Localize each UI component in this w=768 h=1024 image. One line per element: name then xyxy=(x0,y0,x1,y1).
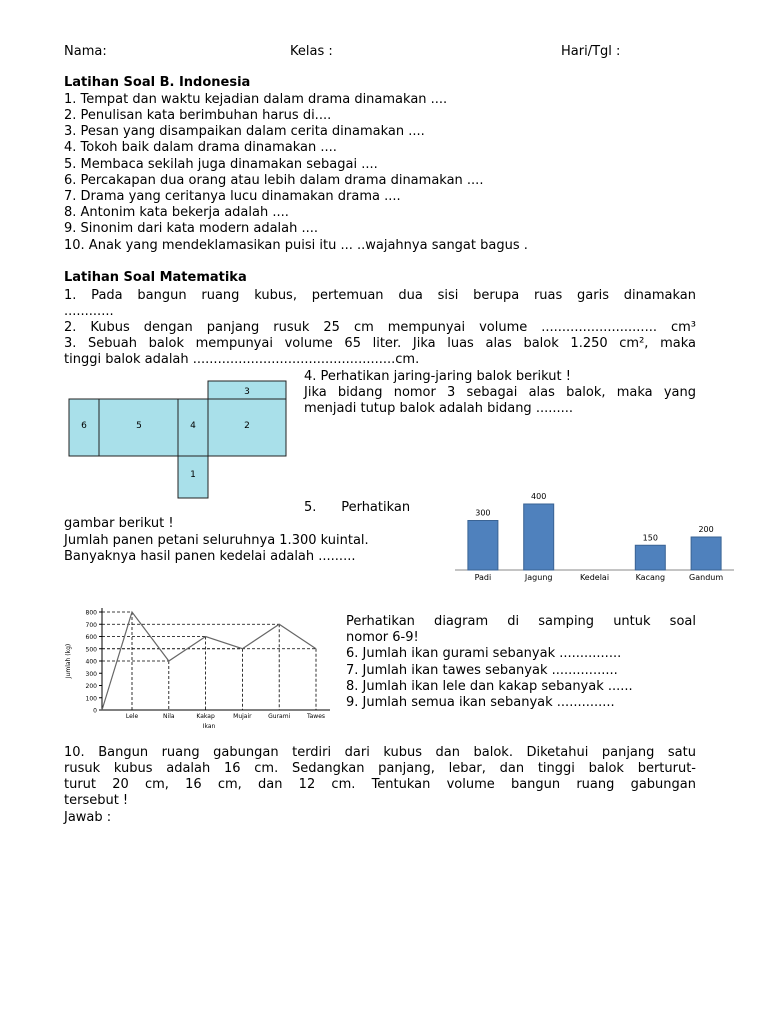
answer-label: Jawab : xyxy=(64,810,112,825)
math-q4-line1: 4. Perhatikan jaring-jaring balok berikut ! xyxy=(304,369,571,384)
net-label-6: 6 xyxy=(81,421,87,431)
bar-value-label: 300 xyxy=(475,508,491,518)
bindo-question: 7. Drama yang ceritanya lucu dinamakan drama .... xyxy=(64,189,401,204)
math-q10-line3: turut 20 cm, 16 cm, dan 12 cm. Tentukan volume bangun ruang gabungan xyxy=(64,777,696,792)
y-tick-label: 0 xyxy=(93,707,97,715)
bindo-question: 4. Tokoh baik dalam drama dinamakan .... xyxy=(64,140,337,155)
bindo-question: 5. Membaca sekilah juga dinamakan sebagai .... xyxy=(64,157,378,172)
math-q8: 8. Jumlah ikan lele dan kakap sebanyak ...... xyxy=(346,679,633,694)
net-label-5: 5 xyxy=(136,421,142,431)
net-label-2: 2 xyxy=(244,421,250,431)
y-tick-label: 300 xyxy=(85,670,97,678)
math-q1-line1: 1. Pada bangun ruang kubus, pertemuan dua sisi berupa ruas garis dinamakan xyxy=(64,288,696,303)
bindo-question: 9. Sinonim dari kata modern adalah .... xyxy=(64,221,319,236)
net-label-3: 3 xyxy=(244,387,250,397)
bar-value-label: 400 xyxy=(531,492,547,501)
y-tick-label: 400 xyxy=(85,658,97,666)
name-label: Nama: xyxy=(64,44,107,59)
bindo-question: 2. Penulisan kata berimbuhan harus di.... xyxy=(64,108,332,123)
x-category-label: Lele xyxy=(125,713,139,720)
math-q5-line4: Banyaknya hasil panen kedelai adalah ......... xyxy=(64,549,356,564)
bindo-question: 1. Tempat dan waktu kejadian dalam drama dinamakan .... xyxy=(64,92,448,107)
math-q3-line1: 3. Sebuah balok mempunyai volume 65 liter. Jika luas alas balok 1.250 cm², maka xyxy=(64,336,696,351)
math-q6-9-intro-line1: Perhatikan diagram di samping untuk soal xyxy=(346,614,696,629)
x-category-label: Gurami xyxy=(268,713,291,720)
bar-category-label: Padi xyxy=(474,573,492,582)
bar-category-label: Gandum xyxy=(689,573,724,582)
math-title: Latihan Soal Matematika xyxy=(64,270,247,285)
x-category-label: Nila xyxy=(163,713,175,720)
bar-category-label: Kacang xyxy=(635,573,666,582)
y-tick-label: 200 xyxy=(85,683,97,690)
math-q6: 6. Jumlah ikan gurami sebanyak ............... xyxy=(346,646,622,661)
bar-category-label: Kedelai xyxy=(579,573,610,582)
net-label-4: 4 xyxy=(190,421,196,431)
y-tick-label: 600 xyxy=(85,634,97,641)
y-axis-title: Jumlah (kg) xyxy=(65,643,72,679)
bindo-question: 8. Antonim kata bekerja adalah .... xyxy=(64,205,289,220)
harvest-bar-chart xyxy=(440,484,736,588)
math-q3-line2: tinggi balok adalah .................................................cm. xyxy=(64,352,420,367)
math-q5-line2: gambar berikut ! xyxy=(64,516,174,531)
bar-jagung xyxy=(524,504,554,570)
math-q10-line2: rusuk kubus adalah 16 cm. Sedangkan panjang, lebar, dan tinggi balok berturut- xyxy=(64,761,696,776)
bar-value-label: 200 xyxy=(698,525,714,534)
math-q7: 7. Jumlah ikan tawes sebanyak ................ xyxy=(346,663,618,678)
cuboid-net-diagram xyxy=(66,378,290,502)
bar-category-label: Jagung xyxy=(524,573,553,582)
net-label-1: 1 xyxy=(190,470,196,480)
math-q1-line2: ............ xyxy=(64,304,114,319)
x-axis-title: Ikan xyxy=(202,723,216,730)
y-tick-label: 500 xyxy=(85,646,97,654)
math-q4-line3: menjadi tutup balok adalah bidang ......... xyxy=(304,401,574,416)
x-category-label: Kakap xyxy=(196,713,215,720)
math-q9: 9. Jumlah semua ikan sebanyak .............. xyxy=(346,695,615,710)
bar-gandum xyxy=(691,537,721,570)
math-q2: 2. Kubus dengan panjang rusuk 25 cm mempunyai volume ............................ cm³ xyxy=(64,320,696,335)
math-q6-9-intro-line2: nomor 6-9! xyxy=(346,630,419,645)
x-category-label: Mujair xyxy=(233,713,252,720)
math-q4-line2: Jika bidang nomor 3 sebagai alas balok, maka yang xyxy=(304,385,696,400)
x-category-label: Tawes xyxy=(306,713,326,720)
bindo-question: 10. Anak yang mendeklamasikan puisi itu ... ..wajahnya sangat bagus . xyxy=(64,238,528,253)
y-tick-label: 800 xyxy=(85,609,97,617)
math-q5-line3: Jumlah panen petani seluruhnya 1.300 kuintal. xyxy=(64,533,369,548)
fish-line-chart xyxy=(60,600,342,736)
bar-kacang xyxy=(635,545,665,570)
date-label: Hari/Tgl : xyxy=(561,44,621,59)
math-q10-line4: tersebut ! xyxy=(64,793,129,808)
bindo-question: 6. Percakapan dua orang atau lebih dalam drama dinamakan .... xyxy=(64,173,484,188)
math-q5-line1: 5. Perhatikan xyxy=(304,500,411,515)
bar-padi xyxy=(468,521,498,571)
math-q10-line1: 10. Bangun ruang gabungan terdiri dari kubus dan balok. Diketahui panjang satu xyxy=(64,745,696,760)
bar-value-label: 150 xyxy=(642,533,658,543)
y-tick-label: 100 xyxy=(85,695,97,703)
y-tick-label: 700 xyxy=(85,621,97,629)
bindo-question: 3. Pesan yang disampaikan dalam cerita dinamakan .... xyxy=(64,124,425,139)
class-label: Kelas : xyxy=(290,44,333,59)
bindo-title: Latihan Soal B. Indonesia xyxy=(64,75,251,90)
